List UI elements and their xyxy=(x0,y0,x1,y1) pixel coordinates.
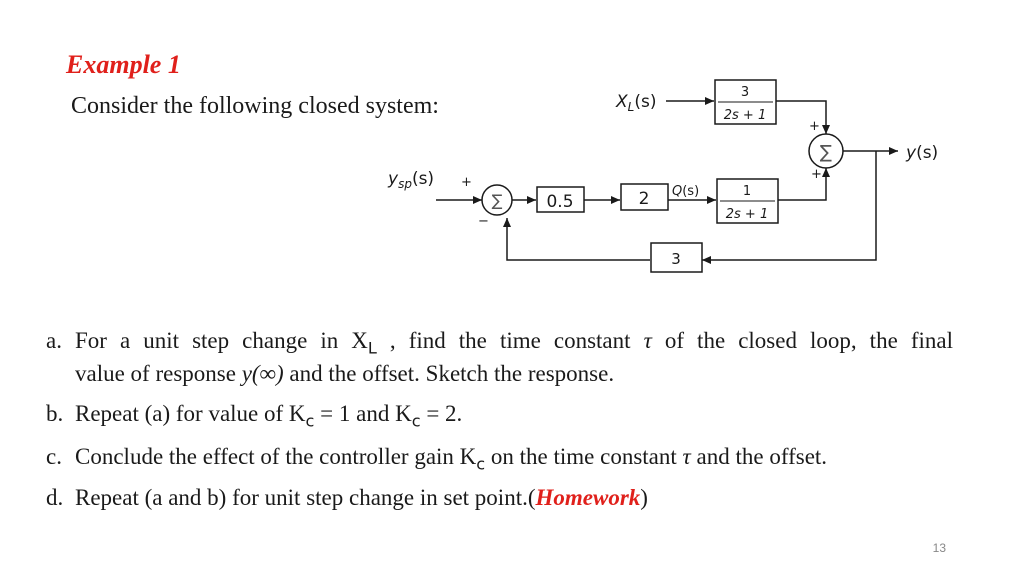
q-label: Q(s) xyxy=(672,184,700,199)
question-d-text: Repeat (a and b) for unit step change in set point.(Homework) xyxy=(75,485,648,510)
slide-title: Example 1 xyxy=(66,50,181,79)
process-denominator: 2s + 1 xyxy=(725,207,769,222)
controller-gain: 0.5 xyxy=(546,192,574,212)
homework-label: Homework xyxy=(535,485,641,510)
intro-text: Consider the following closed system: xyxy=(71,93,439,119)
process-numerator: 1 xyxy=(742,184,752,199)
sign-plus-load: + xyxy=(809,119,820,134)
setpoint-label: $y_{sp}(s)$ xyxy=(388,169,435,191)
question-c-text: Conclude the effect of the controller gain $K_c$ on the time constant τ and the offset. xyxy=(75,444,828,474)
question-a-letter: a. xyxy=(46,328,62,353)
sign-plus-setpoint: + xyxy=(461,175,472,190)
question-d-letter: d. xyxy=(46,485,64,510)
question-b-text: Repeat (a) for value of $K_c = 1$ and $K_c = 2$. xyxy=(75,401,463,431)
load-input-label: $X_L(s)$ xyxy=(616,92,657,114)
sum-symbol-2: ∑ xyxy=(819,142,833,163)
sign-minus-feedback: − xyxy=(478,214,489,229)
question-a-line-2: value of response y(∞) and the offset. Sketch the response. xyxy=(75,361,615,386)
load-numerator: 3 xyxy=(740,85,750,100)
feedback-arrow-out xyxy=(507,218,650,260)
question-a-line-1: For a unit step change in $X_L$ , find the time constant τ of the closed loop, the final xyxy=(75,328,953,358)
output-label: y(s) xyxy=(906,143,939,163)
feedback-gain: 3 xyxy=(671,250,681,268)
feedback-arrow-in xyxy=(702,151,876,260)
question-b-letter: b. xyxy=(46,401,64,426)
sign-plus-process: + xyxy=(811,167,822,182)
load-denominator: 2s + 1 xyxy=(723,108,767,123)
question-c-letter: c. xyxy=(46,444,62,469)
valve-gain: 2 xyxy=(638,189,650,209)
sum-symbol-1: ∑ xyxy=(491,191,503,210)
page-number: 13 xyxy=(932,541,946,555)
